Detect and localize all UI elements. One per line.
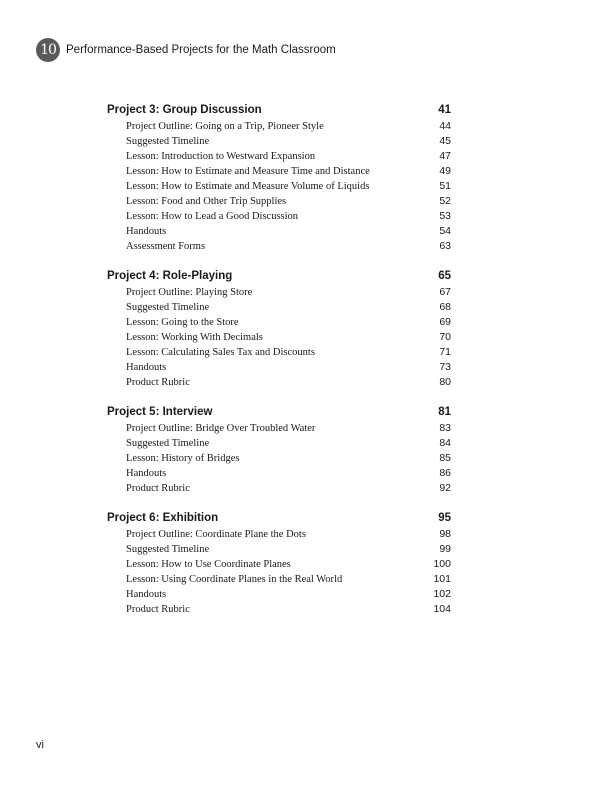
toc-entry-title: Lesson: Working With Decimals <box>126 332 263 343</box>
toc-entry-page: 49 <box>439 165 451 177</box>
toc-entry-title: Product Rubric <box>126 604 190 615</box>
toc-section-title: Project 5: Interview <box>107 406 213 418</box>
toc-entry <box>107 376 451 391</box>
toc-entry <box>107 528 451 543</box>
toc-entry-title: Lesson: How to Lead a Good Discussion <box>126 211 299 222</box>
toc-entry-page: 80 <box>439 376 451 388</box>
toc-entry <box>107 346 451 361</box>
running-title: Performance-Based Projects for the Math Classroom <box>66 44 336 56</box>
toc-entry-title: Lesson: Introduction to Westward Expansion <box>126 151 316 162</box>
toc-entry <box>107 573 451 588</box>
toc-entry-page: 54 <box>439 225 451 237</box>
toc-entry-page: 47 <box>439 150 451 162</box>
toc-entry-title: Lesson: Calculating Sales Tax and Discounts <box>126 347 315 358</box>
toc-entry-page: 101 <box>433 573 451 585</box>
toc-entry-title: Lesson: How to Estimate and Measure Volume of Liquids <box>126 181 370 192</box>
toc-entry <box>107 437 451 452</box>
toc-entry-title: Product Rubric <box>126 377 190 388</box>
toc-entry-page: 102 <box>433 588 451 600</box>
toc-section-title: Project 3: Group Discussion <box>107 104 262 116</box>
toc-entry-title: Suggested Timeline <box>126 136 210 147</box>
toc-entry-page: 73 <box>439 361 451 373</box>
toc-section-page: 65 <box>438 270 451 282</box>
toc-entry-title: Lesson: History of Bridges <box>126 453 240 464</box>
toc-entry-title: Project Outline: Coordinate Plane the Dots <box>126 529 306 540</box>
toc-entry-page: 71 <box>439 346 451 358</box>
toc-entry <box>107 558 451 573</box>
toc-entry-page: 69 <box>439 316 451 328</box>
toc-entry <box>107 301 451 316</box>
toc-entry <box>107 195 451 210</box>
toc-section-heading <box>107 512 451 528</box>
toc-entry-page: 84 <box>439 437 451 449</box>
toc-entry-page: 67 <box>439 286 451 298</box>
page-folio: vi <box>36 739 44 751</box>
toc-entry-title: Handouts <box>126 226 167 237</box>
toc-entry <box>107 135 451 150</box>
toc-entry <box>107 422 451 437</box>
toc-entry <box>107 120 451 135</box>
toc-entry-title: Lesson: Food and Other Trip Supplies <box>126 196 287 207</box>
toc-entry <box>107 603 451 618</box>
toc-entry-page: 99 <box>439 543 451 555</box>
toc-section-title: Project 6: Exhibition <box>107 512 219 524</box>
toc-entry-page: 63 <box>439 240 451 252</box>
toc-entry-title: Suggested Timeline <box>126 302 210 313</box>
toc-entry <box>107 316 451 331</box>
toc-section-title: Project 4: Role-Playing <box>107 270 233 282</box>
running-header <box>36 38 336 62</box>
toc-section-heading <box>107 406 451 422</box>
toc-entry <box>107 150 451 165</box>
toc-entry <box>107 180 451 195</box>
toc-entry-page: 44 <box>439 120 451 132</box>
toc-entry <box>107 482 451 497</box>
toc-section <box>107 406 451 497</box>
toc-entry-page: 70 <box>439 331 451 343</box>
toc-entry-title: Project Outline: Bridge Over Troubled Water <box>126 423 316 434</box>
toc-entry-title: Suggested Timeline <box>126 438 210 449</box>
toc-section-page: 81 <box>438 406 451 418</box>
toc-entry-page: 86 <box>439 467 451 479</box>
toc-entry <box>107 452 451 467</box>
table-of-contents <box>107 104 451 633</box>
toc-entry-page: 68 <box>439 301 451 313</box>
toc-entry <box>107 331 451 346</box>
toc-entry-title: Handouts <box>126 468 167 479</box>
toc-entry-title: Assessment Forms <box>126 241 206 252</box>
toc-entry-title: Handouts <box>126 362 167 373</box>
toc-entry-title: Product Rubric <box>126 483 190 494</box>
toc-entry-title: Handouts <box>126 589 167 600</box>
toc-entry-title: Lesson: Using Coordinate Planes in the Real World <box>126 574 343 585</box>
toc-entry <box>107 543 451 558</box>
toc-entry-title: Lesson: Going to the Store <box>126 317 239 328</box>
toc-entry-page: 85 <box>439 452 451 464</box>
toc-entry <box>107 588 451 603</box>
toc-entry <box>107 240 451 255</box>
toc-entry-page: 52 <box>439 195 451 207</box>
toc-entry-title: Lesson: How to Estimate and Measure Time and Distance <box>126 166 370 177</box>
toc-section <box>107 512 451 618</box>
toc-entry-page: 83 <box>439 422 451 434</box>
toc-section-page: 41 <box>438 104 451 116</box>
toc-entry-page: 98 <box>439 528 451 540</box>
toc-entry <box>107 286 451 301</box>
toc-entry-page: 104 <box>433 603 451 615</box>
toc-section-page: 95 <box>438 512 451 524</box>
toc-entry-page: 100 <box>433 558 451 570</box>
toc-entry-page: 45 <box>439 135 451 147</box>
toc-section <box>107 270 451 391</box>
toc-section <box>107 104 451 255</box>
toc-entry-title: Suggested Timeline <box>126 544 210 555</box>
toc-entry <box>107 361 451 376</box>
toc-entry <box>107 225 451 240</box>
toc-entry <box>107 210 451 225</box>
toc-section-heading <box>107 270 451 286</box>
toc-section-heading <box>107 104 451 120</box>
toc-entry-title: Lesson: How to Use Coordinate Planes <box>126 559 291 570</box>
chapter-number-badge: 10 <box>36 38 60 62</box>
toc-entry-title: Project Outline: Going on a Trip, Pioneer Style <box>126 121 324 132</box>
toc-entry-title: Project Outline: Playing Store <box>126 287 253 298</box>
toc-entry <box>107 467 451 482</box>
toc-entry-page: 92 <box>439 482 451 494</box>
toc-entry <box>107 165 451 180</box>
toc-entry-page: 53 <box>439 210 451 222</box>
toc-entry-page: 51 <box>439 180 451 192</box>
